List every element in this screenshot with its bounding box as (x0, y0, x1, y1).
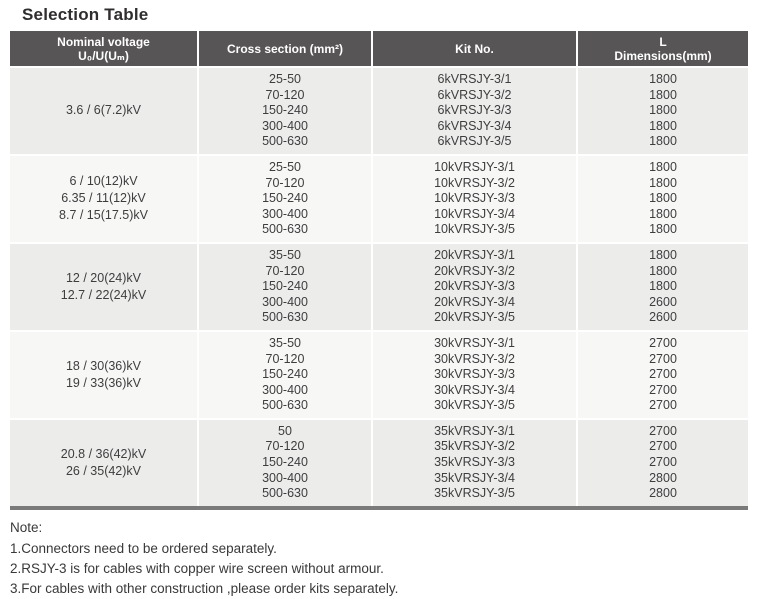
notes-section (10, 518, 748, 599)
table-group (10, 68, 748, 154)
kit-no-cell-value: 20kVRSJY-3/2 (434, 263, 515, 278)
selection-table (10, 31, 748, 510)
cross-section-cell (199, 244, 371, 330)
dimension-cell-value: 2600 (649, 310, 677, 325)
kit-no-cell-value: 6kVRSJY-3/1 (437, 72, 512, 86)
kit-no-cell (373, 332, 576, 418)
kit-no-cell (373, 68, 576, 154)
dimension-cell-value: 2700 (649, 455, 677, 470)
cross-section-cell-value: 300-400 (262, 382, 308, 397)
cross-section-cell-value: 25-50 (269, 72, 301, 86)
kit-no-cell-value: 35kVRSJY-3/4 (434, 470, 515, 485)
voltage-line: 3.6 / 6(7.2)kV (65, 103, 142, 118)
dimension-cell-value: 1800 (649, 103, 677, 118)
kit-no-cell-value: 6kVRSJY-3/4 (437, 118, 512, 133)
cross-section-cell-value: 150-240 (262, 103, 308, 118)
voltage-line: 12.7 / 22(24)kV (60, 287, 147, 302)
cross-section-cell-value: 70-120 (265, 439, 305, 454)
cross-section-cell-value: 500-630 (262, 486, 308, 501)
kit-no-cell-value: 20kVRSJY-3/1 (434, 247, 515, 262)
header-cross-section (199, 31, 371, 66)
note-line: 1.Connectors need to be ordered separately. (10, 540, 277, 556)
cross-section-cell-value: 150-240 (262, 367, 308, 382)
dimension-cell (578, 68, 748, 154)
kit-no-cell-value: 6kVRSJY-3/2 (437, 87, 512, 102)
voltage-line: 20.8 / 36(42)kV (60, 446, 147, 461)
dimension-cell (578, 420, 748, 506)
header-line: Kit No. (455, 41, 494, 56)
table-group (10, 332, 748, 418)
cross-section-cell-value: 300-400 (262, 118, 308, 133)
cross-section-cell-value: 35-50 (269, 247, 301, 262)
kit-no-cell-value: 10kVRSJY-3/1 (434, 159, 515, 174)
kit-no-cell-value: 20kVRSJY-3/5 (434, 310, 515, 325)
table-body (10, 68, 748, 506)
cross-section-cell-value: 70-120 (265, 351, 305, 366)
header-line: L (659, 34, 667, 49)
dimension-cell-value: 1800 (649, 175, 677, 190)
dimension-cell-value: 2700 (649, 351, 677, 366)
dimension-cell-value: 1800 (649, 159, 677, 174)
cross-section-cell-value: 35-50 (269, 335, 301, 350)
note-line: 3.For cables with other construction ,please order kits separately. (10, 580, 399, 596)
voltage-line: 19 / 33(36)kV (65, 375, 142, 390)
cross-section-cell-value: 150-240 (262, 455, 308, 470)
dimension-cell-value: 1800 (649, 134, 677, 149)
voltage-line: 6 / 10(12)kV (69, 174, 138, 189)
voltage-cell (10, 420, 197, 506)
table-group (10, 420, 748, 506)
kit-no-cell (373, 156, 576, 242)
kit-no-cell-value: 20kVRSJY-3/3 (434, 279, 515, 294)
voltage-line: 12 / 20(24)kV (65, 270, 142, 285)
dimension-cell-value: 2800 (649, 470, 677, 485)
cross-section-cell-value: 25-50 (269, 159, 301, 174)
voltage-line: 26 / 35(42)kV (65, 463, 142, 478)
note-line: 2.RSJY-3 is for cables with copper wire screen without armour. (10, 560, 384, 576)
dimension-cell (578, 156, 748, 242)
dimension-cell-value: 2700 (649, 423, 677, 438)
cross-section-cell-value: 500-630 (262, 222, 308, 237)
page-title: Selection Table (22, 5, 149, 24)
cross-section-cell-value: 300-400 (262, 470, 308, 485)
dimension-cell-value: 1800 (649, 206, 677, 221)
cross-section-cell (199, 332, 371, 418)
dimension-cell (578, 244, 748, 330)
cross-section-cell-value: 70-120 (265, 175, 305, 190)
dimension-cell (578, 332, 748, 418)
voltage-cell (10, 156, 197, 242)
dimension-cell-value: 1800 (649, 72, 677, 86)
kit-no-cell-value: 30kVRSJY-3/4 (434, 382, 515, 397)
header-nominal-voltage (10, 31, 197, 66)
kit-no-cell-value: 30kVRSJY-3/1 (434, 335, 515, 350)
dimension-cell-value: 2600 (649, 294, 677, 309)
dimension-cell-value: 1800 (649, 279, 677, 294)
kit-no-cell-value: 10kVRSJY-3/5 (434, 222, 515, 237)
cross-section-cell-value: 300-400 (262, 206, 308, 221)
kit-no-cell-value: 35kVRSJY-3/1 (434, 423, 515, 438)
kit-no-cell (373, 420, 576, 506)
dimension-cell-value: 2700 (649, 439, 677, 454)
header-line: Dimensions(mm) (614, 48, 712, 63)
dimension-cell-value: 1800 (649, 87, 677, 102)
kit-no-cell-value: 20kVRSJY-3/4 (434, 294, 515, 309)
table-header-row (10, 31, 748, 66)
dimension-cell-value: 2700 (649, 367, 677, 382)
table-group (10, 156, 748, 242)
voltage-cell (10, 68, 197, 154)
kit-no-cell-value: 6kVRSJY-3/3 (437, 103, 512, 118)
kit-no-cell-value: 30kVRSJY-3/3 (434, 367, 515, 382)
cross-section-cell-value: 50 (278, 423, 292, 438)
kit-no-cell (373, 244, 576, 330)
table-group (10, 244, 748, 330)
header-line: Cross section (mm²) (226, 41, 344, 56)
header-l-dimensions (578, 31, 748, 66)
header-line: Nominal voltage (57, 34, 150, 49)
kit-no-cell-value: 35kVRSJY-3/2 (434, 439, 515, 454)
cross-section-cell (199, 420, 371, 506)
cross-section-cell-value: 500-630 (262, 398, 308, 413)
kit-no-cell-value: 6kVRSJY-3/5 (437, 134, 512, 149)
kit-no-cell-value: 30kVRSJY-3/5 (434, 398, 515, 413)
cross-section-cell (199, 68, 371, 154)
cross-section-cell-value: 150-240 (262, 279, 308, 294)
kit-no-cell-value: 10kVRSJY-3/3 (434, 191, 515, 206)
dimension-cell-value: 2700 (649, 398, 677, 413)
dimension-cell-value: 1800 (649, 222, 677, 237)
kit-no-cell-value: 30kVRSJY-3/2 (434, 351, 515, 366)
cross-section-cell-value: 500-630 (262, 134, 308, 149)
voltage-cell (10, 332, 197, 418)
voltage-cell (10, 244, 197, 330)
kit-no-cell-value: 35kVRSJY-3/3 (434, 455, 515, 470)
cross-section-cell-value: 70-120 (265, 263, 305, 278)
dimension-cell-value: 1800 (649, 118, 677, 133)
dimension-cell-value: 1800 (649, 263, 677, 278)
cross-section-cell-value: 150-240 (262, 191, 308, 206)
cross-section-cell-value: 70-120 (265, 87, 305, 102)
dimension-cell-value: 2800 (649, 486, 677, 501)
note-title: Note: (10, 519, 43, 535)
kit-no-cell-value: 35kVRSJY-3/5 (434, 486, 515, 501)
dimension-cell-value: 2700 (649, 382, 677, 397)
header-line: U₀/U(Uₘ) (78, 48, 129, 63)
dimension-cell-value: 1800 (649, 191, 677, 206)
voltage-line: 18 / 30(36)kV (65, 358, 142, 373)
kit-no-cell-value: 10kVRSJY-3/2 (434, 175, 515, 190)
voltage-line: 8.7 / 15(17.5)kV (59, 208, 148, 223)
cross-section-cell-value: 500-630 (262, 310, 308, 325)
voltage-line: 6.35 / 11(12)kV (61, 191, 146, 206)
dimension-cell-value: 1800 (649, 247, 677, 262)
cross-section-cell-value: 300-400 (262, 294, 308, 309)
kit-no-cell-value: 10kVRSJY-3/4 (434, 206, 515, 221)
cross-section-cell (199, 156, 371, 242)
dimension-cell-value: 2700 (649, 335, 677, 350)
header-kit-no (373, 31, 576, 66)
